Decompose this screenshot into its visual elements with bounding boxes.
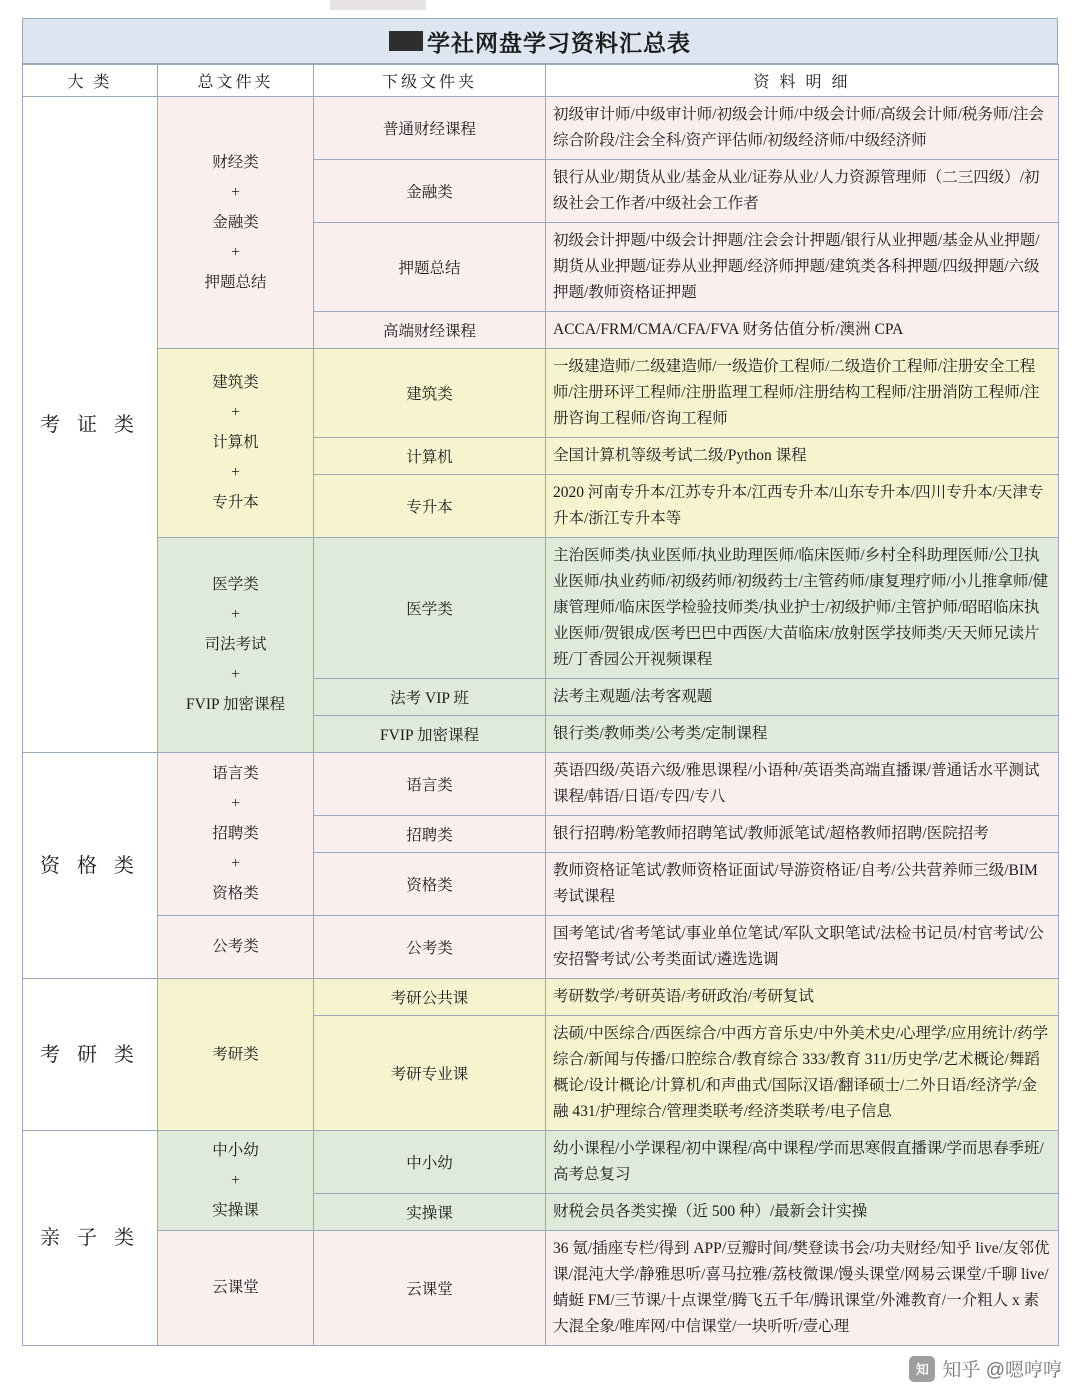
cell-details: 考研数学/考研英语/考研政治/考研复试	[546, 979, 1059, 1016]
cell-sub-folder: 专升本	[314, 475, 546, 538]
cell-sub-folder: 考研公共课	[314, 979, 546, 1016]
cell-sub-folder: 实操课	[314, 1194, 546, 1231]
watermark-text: 知乎 @嗯哼哼	[942, 1360, 1062, 1381]
cell-sub-folder: 高端财经课程	[314, 312, 546, 349]
document-title-text: 学社网盘学习资料汇总表	[427, 30, 691, 56]
cell-sub-folder: 语言类	[314, 753, 546, 816]
cell-main-folder: 中小幼 + 实操课	[158, 1131, 314, 1231]
table-row	[23, 1231, 1059, 1346]
cell-details: 幼小课程/小学课程/初中课程/高中课程/学而思寒假直播课/学而思春季班/高考总复习	[546, 1131, 1059, 1194]
cell-category: 资 格 类	[23, 753, 158, 979]
column-header-sub-folder: 下级文件夹	[314, 65, 546, 97]
cell-sub-folder: 公考类	[314, 916, 546, 979]
cell-sub-folder: FVIP 加密课程	[314, 716, 546, 753]
cell-sub-folder: 计算机	[314, 438, 546, 475]
cell-main-folder: 考研类	[158, 979, 314, 1131]
summary-table	[22, 64, 1059, 1346]
cell-details: 财税会员各类实操（近 500 种）/最新会计实操	[546, 1194, 1059, 1231]
cell-main-folder: 语言类 + 招聘类 + 资格类	[158, 753, 314, 916]
cell-details: 法考主观题/法考客观题	[546, 679, 1059, 716]
table-row	[23, 1131, 1059, 1194]
cell-sub-folder: 资格类	[314, 853, 546, 916]
cell-details: 法硕/中医综合/西医综合/中西方音乐史/中外美术史/心理学/应用统计/药学综合/新闻与传播/口腔综合/教育综合 333/教育 311/历史学/艺术概论/舞蹈概论/设计概论/计算机/和声曲式/国际汉语/翻译硕士/二外日语/经济学/金融 431/护理综合/管理类联考/经济类联考/电子信息	[546, 1016, 1059, 1131]
cell-details: 英语四级/英语六级/雅思课程/小语种/英语类高端直播课/普通话水平测试课程/韩语/日语/专四/专八	[546, 753, 1059, 816]
column-header-category: 大 类	[23, 65, 158, 97]
cell-sub-folder: 招聘类	[314, 816, 546, 853]
cell-details: 全国计算机等级考试二级/Python 课程	[546, 438, 1059, 475]
table-body	[23, 97, 1059, 1346]
cell-category: 亲 子 类	[23, 1131, 158, 1346]
cell-details: 2020 河南专升本/江苏专升本/江西专升本/山东专升本/四川专升本/天津专升本/浙江专升本等	[546, 475, 1059, 538]
redaction-block-icon	[389, 31, 423, 51]
table-header-row	[23, 65, 1059, 97]
cell-main-folder: 公考类	[158, 916, 314, 979]
cell-sub-folder: 金融类	[314, 160, 546, 223]
cell-sub-folder: 建筑类	[314, 349, 546, 438]
cell-details: 初级审计师/中级审计师/初级会计师/中级会计师/高级会计师/税务师/注会综合阶段/注会全科/资产评估师/初级经济师/中级经济师	[546, 97, 1059, 160]
cell-details: 一级建造师/二级建造师/一级造价工程师/二级造价工程师/注册安全工程师/注册环评工程师/注册监理工程师/注册结构工程师/注册消防工程师/注册咨询工程师/咨询工程师	[546, 349, 1059, 438]
cell-details: 主治医师类/执业医师/执业助理医师/临床医师/乡村全科助理医师/公卫执业医师/执业药师/初级药师/初级药士/主管药师/康复理疗师/小儿推拿师/健康管理师/临床医学检验技师类/执业护士/初级护师/主管护师/昭昭临床执业医师/贺银成/医考巴巴中西医/大苗临床/放射医学技师类/天天师兄读片班/丁香园公开视频课程	[546, 538, 1059, 679]
cell-sub-folder: 押题总结	[314, 223, 546, 312]
table-row	[23, 349, 1059, 438]
cell-category: 考 证 类	[23, 97, 158, 753]
cell-sub-folder: 普通财经课程	[314, 97, 546, 160]
cell-details: 36 氪/插座专栏/得到 APP/豆瓣时间/樊登读书会/功夫财经/知乎 live/友邻优课/混沌大学/静雅思听/喜马拉雅/荔枝微课/馒头课堂/网易云课堂/千聊 live/蜻蜓 FM/三节课/十点课堂/腾飞五千年/腾讯课堂/外滩教育/一介粗人 x 素大混全象/唯库网/中信课堂/一块听听/壹心理	[546, 1231, 1059, 1346]
cell-details: 初级会计押题/中级会计押题/注会会计押题/银行从业押题/基金从业押题/期货从业押题/证券从业押题/经济师押题/建筑类各科押题/四级押题/六级押题/教师资格证押题	[546, 223, 1059, 312]
cell-sub-folder: 中小幼	[314, 1131, 546, 1194]
table-row	[23, 538, 1059, 679]
cell-details: 银行招聘/粉笔教师招聘笔试/教师派笔试/超格教师招聘/医院招考	[546, 816, 1059, 853]
cell-main-folder: 建筑类 + 计算机 + 专升本	[158, 349, 314, 538]
cell-main-folder: 财经类 + 金融类 + 押题总结	[158, 97, 314, 349]
table-row	[23, 916, 1059, 979]
cell-main-folder: 医学类 + 司法考试 + FVIP 加密课程	[158, 538, 314, 753]
cell-sub-folder: 云课堂	[314, 1231, 546, 1346]
cell-sub-folder: 考研专业课	[314, 1016, 546, 1131]
table-row	[23, 979, 1059, 1016]
cell-details: 银行类/教师类/公考类/定制课程	[546, 716, 1059, 753]
cell-details: 银行从业/期货从业/基金从业/证券从业/人力资源管理师（二三四级）/初级社会工作者/中级社会工作者	[546, 160, 1059, 223]
document-title-bar	[22, 18, 1058, 64]
page-smudge	[330, 0, 426, 10]
cell-category: 考 研 类	[23, 979, 158, 1131]
table-row	[23, 97, 1059, 160]
table-row	[23, 753, 1059, 816]
cell-details: 教师资格证笔试/教师资格证面试/导游资格证/自考/公共营养师三级/BIM 考试课程	[546, 853, 1059, 916]
zhihu-logo-icon: 知	[909, 1356, 935, 1382]
cell-details: 国考笔试/省考笔试/事业单位笔试/军队文职笔试/法检书记员/村官考试/公安招警考试/公考类面试/遴选选调	[546, 916, 1059, 979]
column-header-details: 资 料 明 细	[546, 65, 1059, 97]
cell-details: ACCA/FRM/CMA/CFA/FVA 财务估值分析/澳洲 CPA	[546, 312, 1059, 349]
watermark	[909, 1355, 1062, 1382]
cell-sub-folder: 法考 VIP 班	[314, 679, 546, 716]
cell-main-folder: 云课堂	[158, 1231, 314, 1346]
cell-sub-folder: 医学类	[314, 538, 546, 679]
column-header-main-folder: 总文件夹	[158, 65, 314, 97]
document-title	[389, 25, 691, 58]
